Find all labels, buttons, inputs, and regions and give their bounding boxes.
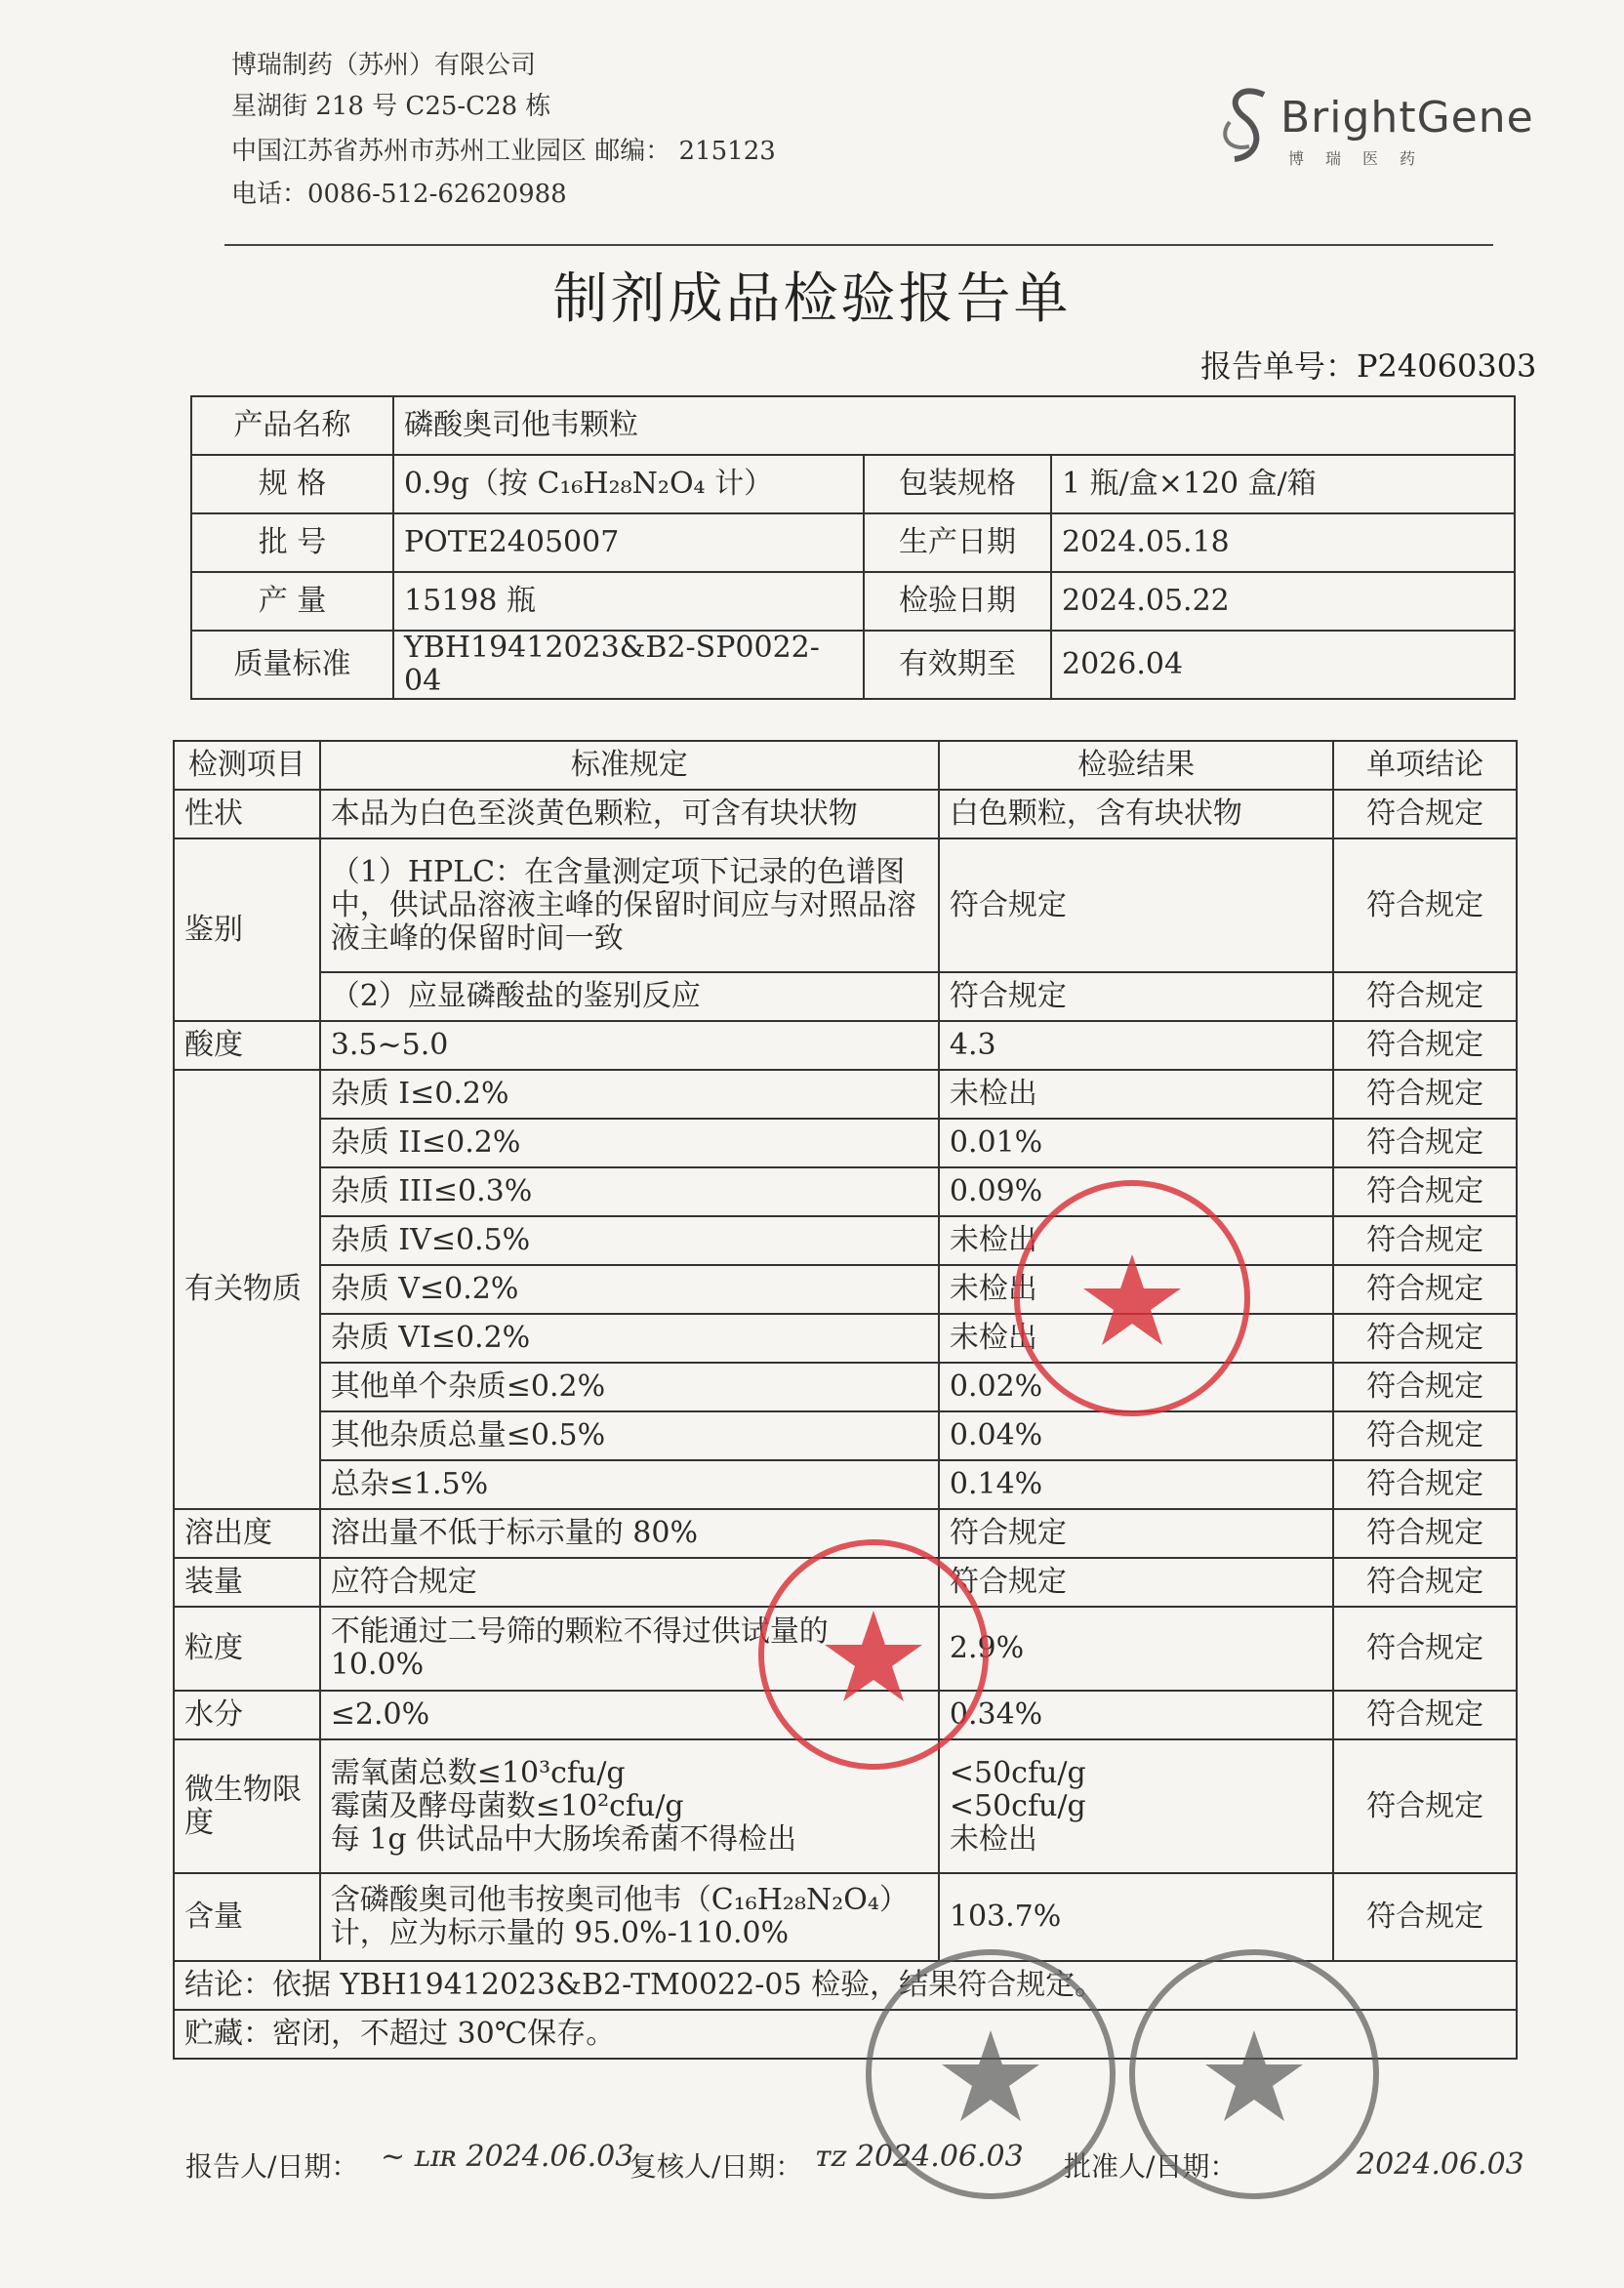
company-name: 博瑞制药（苏州）有限公司 bbox=[231, 51, 537, 80]
test-result: 2.9% bbox=[939, 1607, 1333, 1691]
test-standard: 杂质 I≤0.2% bbox=[320, 1070, 939, 1119]
test-conclusion: 符合规定 bbox=[1333, 1363, 1517, 1411]
prod-date-value: 2024.05.18 bbox=[1051, 513, 1515, 572]
table-row bbox=[174, 790, 1517, 838]
table-row bbox=[174, 838, 1517, 972]
table-row bbox=[174, 1265, 1517, 1314]
company-phone: 电话：0086-512-62620988 bbox=[231, 180, 567, 209]
test-standard: 其他单个杂质≤0.2% bbox=[320, 1363, 939, 1411]
table-row bbox=[174, 972, 1517, 1021]
test-standard: 3.5~5.0 bbox=[320, 1021, 939, 1070]
report-number: 报告单号：P24060303 bbox=[1200, 347, 1537, 385]
test-result: 0.09% bbox=[939, 1167, 1333, 1216]
test-result: 103.7% bbox=[939, 1873, 1333, 1961]
test-result: 0.14% bbox=[939, 1460, 1333, 1509]
test-seal-stamp-1 bbox=[859, 1942, 1122, 2206]
brightgene-logo bbox=[1220, 83, 1534, 171]
test-conclusion: 符合规定 bbox=[1333, 1411, 1517, 1460]
test-conclusion: 符合规定 bbox=[1333, 1739, 1517, 1873]
company-street: 星湖街 218 号 C25-C28 栋 bbox=[231, 92, 551, 121]
test-conclusion: 符合规定 bbox=[1333, 1265, 1517, 1314]
test-standard: ≤2.0% bbox=[320, 1691, 939, 1739]
storage-text: 贮藏：密闭，不超过 30℃保存。 bbox=[174, 2010, 1517, 2059]
logo-cn: 博瑞医药 bbox=[1288, 149, 1438, 168]
micro-res-2: <50cfu/g bbox=[949, 1788, 1086, 1823]
test-conclusion: 符合规定 bbox=[1333, 838, 1517, 972]
micro-res-1: <50cfu/g bbox=[949, 1755, 1086, 1790]
test-item: 微生物限度 bbox=[174, 1739, 320, 1873]
reporter-signature: ~ ʟɪʀ 2024.06.03 bbox=[381, 2140, 634, 2174]
product-value: 磷酸奥司他韦颗粒 bbox=[393, 396, 1515, 455]
header-conclusion: 单项结论 bbox=[1333, 741, 1517, 790]
product-label: 产品名称 bbox=[191, 396, 393, 455]
test-standard: 杂质 III≤0.3% bbox=[320, 1167, 939, 1216]
test-item: 性状 bbox=[174, 790, 320, 838]
expiry-label: 有效期至 bbox=[864, 631, 1051, 699]
qa-seal-stamp bbox=[751, 1532, 995, 1777]
test-conclusion: 符合规定 bbox=[1333, 1558, 1517, 1607]
prod-date-label: 生产日期 bbox=[864, 513, 1051, 572]
table-row bbox=[174, 1363, 1517, 1411]
test-conclusion: 符合规定 bbox=[1333, 1070, 1517, 1119]
test-item: 酸度 bbox=[174, 1021, 320, 1070]
spec-value: 0.9g（按 C₁₆H₂₈N₂O₄ 计） bbox=[393, 455, 864, 513]
company-address: 中国江苏省苏州市苏州工业园区 邮编： 215123 bbox=[231, 137, 776, 166]
table-row bbox=[174, 1167, 1517, 1216]
test-result: 未检出 bbox=[939, 1216, 1333, 1265]
test-item: 装量 bbox=[174, 1558, 320, 1607]
header-item: 检测项目 bbox=[174, 741, 320, 790]
test-result: 未检出 bbox=[939, 1314, 1333, 1363]
test-standard: 含磷酸奥司他韦按奥司他韦（C₁₆H₂₈N₂O₄）计，应为标示量的 95.0%-110.0% bbox=[320, 1873, 939, 1961]
test-standard: 本品为白色至淡黄色颗粒，可含有块状物 bbox=[320, 790, 939, 838]
test-result: 符合规定 bbox=[939, 1558, 1333, 1607]
test-standard: 杂质 IV≤0.5% bbox=[320, 1216, 939, 1265]
test-conclusion: 符合规定 bbox=[1333, 1873, 1517, 1961]
test-result: 0.04% bbox=[939, 1411, 1333, 1460]
micro-std-1: 需氧菌总数≤10³cfu/g bbox=[330, 1755, 626, 1790]
test-item: 粒度 bbox=[174, 1607, 320, 1691]
micro-res-3: 未检出 bbox=[949, 1821, 1037, 1857]
test-item: 有关物质 bbox=[174, 1070, 320, 1509]
test-conclusion: 符合规定 bbox=[1333, 1216, 1517, 1265]
test-conclusion: 符合规定 bbox=[1333, 790, 1517, 838]
reviewer-label: 复核人/日期： bbox=[629, 2150, 803, 2183]
test-item: 鉴别 bbox=[174, 838, 320, 1021]
test-seal-stamp-2 bbox=[1122, 1942, 1386, 2206]
test-result-micro bbox=[939, 1739, 1333, 1873]
reviewer-signature: ᴛᴢ 2024.06.03 bbox=[815, 2140, 1024, 2174]
test-conclusion: 符合规定 bbox=[1333, 1314, 1517, 1363]
test-result: 符合规定 bbox=[939, 838, 1333, 972]
qty-label: 产 量 bbox=[191, 572, 393, 631]
reporter-label: 报告人/日期： bbox=[185, 2150, 359, 2183]
test-conclusion: 符合规定 bbox=[1333, 972, 1517, 1021]
test-conclusion: 符合规定 bbox=[1333, 1119, 1517, 1167]
test-result: 未检出 bbox=[939, 1070, 1333, 1119]
test-standard: 不能通过二号筛的颗粒不得过供试量的 10.0% bbox=[320, 1607, 939, 1691]
test-conclusion: 符合规定 bbox=[1333, 1607, 1517, 1691]
test-result: 符合规定 bbox=[939, 1509, 1333, 1558]
pack-label: 包装规格 bbox=[864, 455, 1051, 513]
micro-std-3: 每 1g 供试品中大肠埃希菌不得检出 bbox=[330, 1821, 797, 1857]
test-conclusion: 符合规定 bbox=[1333, 1509, 1517, 1558]
conclusion-text: 结论：依据 YBH19412023&B2-TM0022-05 检验，结果符合规定。 bbox=[174, 1961, 1517, 2010]
table-row bbox=[174, 1021, 1517, 1070]
test-standard: 其他杂质总量≤0.5% bbox=[320, 1411, 939, 1460]
test-result: 符合规定 bbox=[939, 972, 1333, 1021]
test-standard: 杂质 II≤0.2% bbox=[320, 1119, 939, 1167]
test-standard: 总杂≤1.5% bbox=[320, 1460, 939, 1509]
test-standard: 杂质 VI≤0.2% bbox=[320, 1314, 939, 1363]
approver-label: 批准人/日期： bbox=[1064, 2150, 1238, 2183]
pack-value: 1 瓶/盒×120 盒/箱 bbox=[1051, 455, 1515, 513]
test-result: 4.3 bbox=[939, 1021, 1333, 1070]
logo-text: BrightGene bbox=[1280, 93, 1534, 143]
test-results-table bbox=[173, 740, 1518, 2060]
test-standard: 杂质 V≤0.2% bbox=[320, 1265, 939, 1314]
test-item: 水分 bbox=[174, 1691, 320, 1739]
batch-label: 批 号 bbox=[191, 513, 393, 572]
test-standard: 应符合规定 bbox=[320, 1558, 939, 1607]
test-date-label: 检验日期 bbox=[864, 572, 1051, 631]
test-conclusion: 符合规定 bbox=[1333, 1021, 1517, 1070]
test-result: 未检出 bbox=[939, 1265, 1333, 1314]
table-row bbox=[174, 1314, 1517, 1363]
table-row bbox=[174, 1411, 1517, 1460]
logo-swirl-icon bbox=[1220, 83, 1279, 171]
test-item: 含量 bbox=[174, 1873, 320, 1961]
qc-seal-stamp bbox=[1005, 1171, 1259, 1425]
test-conclusion: 符合规定 bbox=[1333, 1460, 1517, 1509]
qty-value: 15198 瓶 bbox=[393, 572, 864, 631]
test-result: 0.34% bbox=[939, 1691, 1333, 1739]
header-result: 检验结果 bbox=[939, 741, 1333, 790]
test-result: 0.02% bbox=[939, 1363, 1333, 1411]
test-conclusion: 符合规定 bbox=[1333, 1691, 1517, 1739]
micro-std-2: 霉菌及酵母菌数≤10²cfu/g bbox=[330, 1788, 684, 1823]
report-title: 制剂成品检验报告单 bbox=[552, 267, 1072, 331]
test-item: 溶出度 bbox=[174, 1509, 320, 1558]
test-standard: （1）HPLC：在含量测定项下记录的色谱图中，供试品溶液主峰的保留时间应与对照品溶液主峰的保留时间一致 bbox=[320, 838, 939, 972]
test-conclusion: 符合规定 bbox=[1333, 1167, 1517, 1216]
test-standard: 溶出量不低于标示量的 80% bbox=[320, 1509, 939, 1558]
test-result: 0.01% bbox=[939, 1119, 1333, 1167]
test-result: 白色颗粒，含有块状物 bbox=[939, 790, 1333, 838]
spec-label: 规 格 bbox=[191, 455, 393, 513]
table-row bbox=[174, 1119, 1517, 1167]
std-label: 质量标准 bbox=[191, 631, 393, 699]
std-value: YBH19412023&B2-SP0022-04 bbox=[393, 631, 864, 699]
expiry-value: 2026.04 bbox=[1051, 631, 1515, 699]
test-standard: （2）应显磷酸盐的鉴别反应 bbox=[320, 972, 939, 1021]
batch-value: POTE2405007 bbox=[393, 513, 864, 572]
table-row bbox=[174, 1460, 1517, 1509]
table-row bbox=[174, 1070, 1517, 1119]
approver-signature: 2024.06.03 bbox=[1357, 2147, 1524, 2182]
test-date-value: 2024.05.22 bbox=[1051, 572, 1515, 631]
header-rule bbox=[224, 244, 1493, 246]
product-info-table bbox=[190, 395, 1516, 700]
table-row bbox=[174, 1216, 1517, 1265]
header-standard: 标准规定 bbox=[320, 741, 939, 790]
